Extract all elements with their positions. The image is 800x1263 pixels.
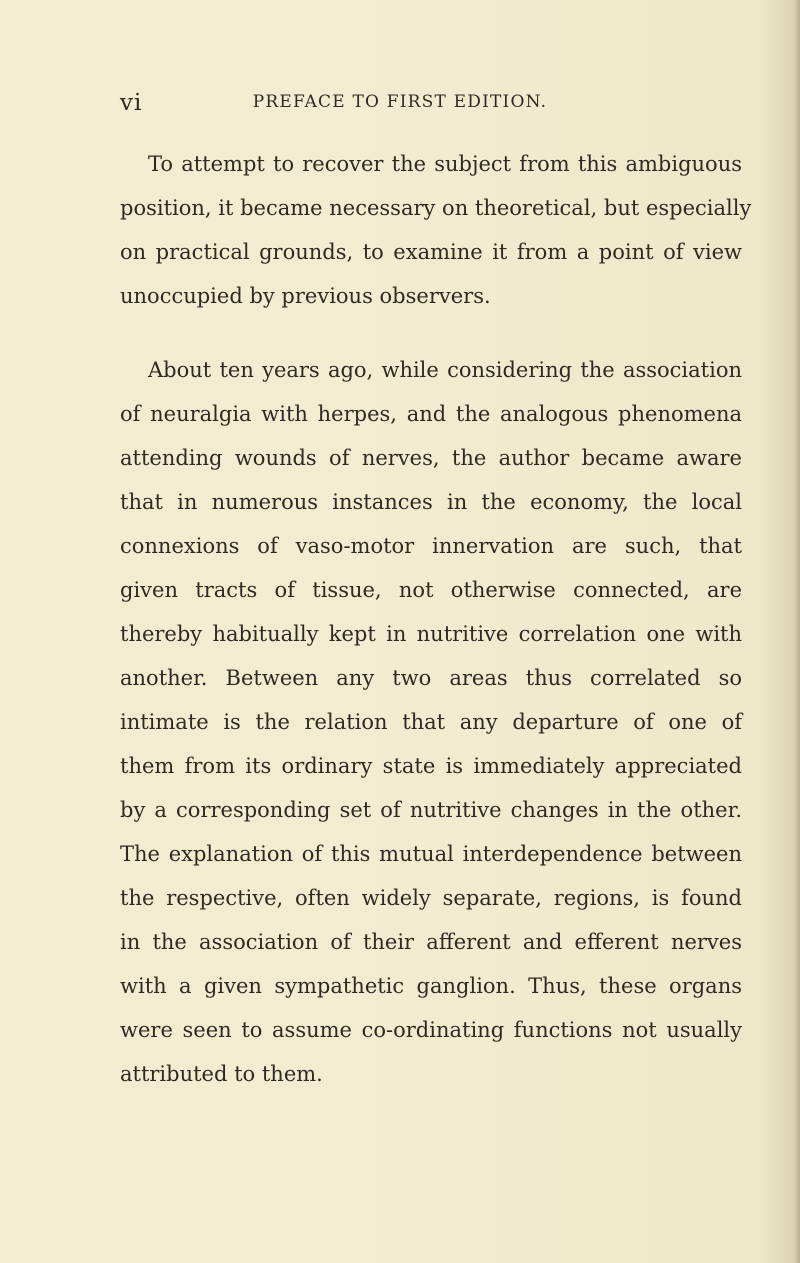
text-line: given tracts of tissue, not otherwise connected, are: [120, 578, 742, 602]
text-line: attending wounds of nerves, the author became aware: [120, 446, 742, 470]
body-text: [120, 142, 752, 1096]
page-edge-shadow: [794, 0, 800, 1263]
page-header: [0, 86, 800, 126]
text-line: of neuralgia with herpes, and the analogous phenomena: [120, 402, 742, 426]
text-line: with a given sympathetic ganglion. Thus, these organs: [120, 974, 742, 998]
text-line: attributed to them.: [120, 1062, 323, 1086]
page-number: vi: [120, 90, 143, 116]
text-line: unoccupied by previous observers.: [120, 284, 491, 308]
text-line: The explanation of this mutual interdependence between: [120, 842, 742, 866]
text-line: thereby habitually kept in nutritive correlation one with: [120, 622, 742, 646]
text-line: the respective, often widely separate, regions, is found: [120, 886, 742, 910]
text-line: them from its ordinary state is immediately appreciated: [120, 754, 742, 778]
text-line: that in numerous instances in the economy, the local: [120, 490, 742, 514]
text-line: in the association of their afferent and efferent nerves: [120, 930, 742, 954]
paragraph-2: [120, 348, 742, 1096]
running-title: PREFACE TO FIRST EDITION.: [252, 92, 548, 112]
text-line: About ten years ago, while considering the association: [148, 358, 742, 382]
paragraph-1: [120, 142, 752, 318]
text-line: were seen to assume co-ordinating functions not usually: [120, 1018, 742, 1042]
text-line: another. Between any two areas thus correlated so: [120, 666, 742, 690]
text-line: To attempt to recover the subject from this ambiguous: [148, 152, 742, 176]
text-line: position, it became necessary on theoretical, but especially: [120, 196, 752, 220]
text-line: on practical grounds, to examine it from a point of view: [120, 240, 742, 264]
text-line: connexions of vaso-motor innervation are such, that: [120, 534, 742, 558]
text-line: intimate is the relation that any departure of one of: [120, 710, 742, 734]
text-line: by a corresponding set of nutritive changes in the other.: [120, 798, 742, 822]
